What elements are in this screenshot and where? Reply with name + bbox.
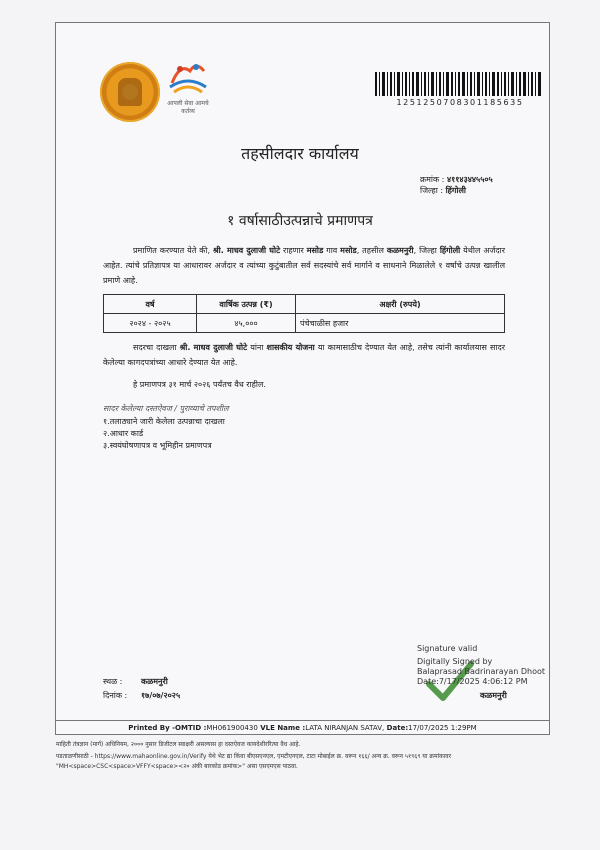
barcode-number: 1251250708301185635 [396, 98, 524, 107]
vle-name-label: VLE Name : [257, 724, 306, 732]
income-table [103, 294, 505, 333]
para1-text: येथील अर्जदार आहेत. त्यांचे प्रतिज्ञापत्र या आधारावर अर्जदार व त्यांच्या कुटुंबातील सर्व सदस्यांचे सर्व मार्गाने व साधनाने मिळालेले १ वर्षाचे उत्पन्न खालील प्रमाणे आहे. [103, 246, 505, 285]
place-value: कळमनुरी [141, 677, 168, 686]
footer-legal-note: माहिती तंत्रज्ञान (मार्ग) अधिनियम, २००० नुसार डिजीटल स्वाक्षरी असल्यास हा दस्तऐवज कायदेशीररित्या वैध आहे. [56, 741, 301, 748]
table-cell-year: २०२४ - २०२५ [104, 314, 197, 333]
kramank-label: क्रमांक : [420, 175, 445, 184]
signature-signed-by: Digitally Signed by [417, 657, 493, 666]
office-title: तहसीलदार कार्यालय [241, 144, 359, 163]
vle-name-value: LATA NIRANJAN SATAV, [305, 724, 385, 732]
date-label: दिनांक : [103, 691, 128, 700]
certificate-border [55, 22, 550, 735]
village-name: मसोड [340, 246, 357, 255]
para1-text: राहणार [280, 246, 307, 255]
logo-tagline: आपली सेवा आमचे कर्तव्य [167, 100, 209, 115]
printed-by-bar [55, 720, 550, 735]
table-header-row [104, 295, 505, 314]
district-line [420, 185, 466, 196]
list-item: २.आधार कार्ड [103, 429, 144, 438]
district-name: हिंगोली [439, 246, 461, 255]
column-header-year: वर्ष [104, 295, 197, 314]
aaple-sarkar-logo-icon [166, 57, 210, 97]
taluka-name: कळमनुरी [386, 246, 414, 255]
print-date-label: Date: [384, 724, 409, 732]
signature-signer-name: Balaprasad Badrinarayan Dhoot [417, 667, 546, 676]
list-item: ३.स्वयंघोषणापत्र व भूमिहीन प्रमाणपत्र [103, 441, 212, 450]
certificate-number [420, 174, 493, 185]
footer-sms-note: "MH<space>CSC<space>VFFY<space><२० अंकी बारकोड क्रमांक>" असा एसएमएस पाठवा. [56, 763, 298, 770]
applicant-name: श्री. माधव दुलाजी घोटे [179, 343, 248, 352]
zilha-label: जिल्हा : [420, 186, 444, 195]
applicant-name: श्री. माधव दुलाजी घोटे [213, 246, 281, 255]
footer-verify-note: पडताळणीसाठी - https://www.mahaonline.gov.in/Verify येथे भेट द्या किंवा बीएसएनएल, एमटीएनएल, टाटा मोबाईल क्र. वरून १६६/ अन्य क्र. वरून ५१९६९ या क्रमांकावर [56, 753, 452, 760]
signature-place: कळमनुरी [480, 691, 507, 700]
printed-by-label: Printed By -OMTID : [128, 724, 207, 732]
para2-text: सदरचा दाखला [133, 343, 180, 352]
table-cell-words: पंचेचाळीस हजार [296, 314, 505, 333]
signature-date: Date:7/17/2025 4:06:12 PM [417, 677, 528, 686]
village-name: मसोड [306, 246, 324, 255]
zilha-value: हिंगोली [445, 186, 466, 195]
para1-text: गाव [323, 246, 341, 255]
table-row [104, 314, 505, 333]
certificate-paragraph-2 [103, 340, 505, 370]
para1-text: , तहसील [356, 246, 387, 255]
list-item: १.तलाठ्याने जारी केलेला उत्पन्नाचा दाखला [103, 417, 225, 426]
print-date-value: 17/07/2025 1:29PM [408, 724, 477, 732]
signature-valid-label: Signature valid [417, 644, 478, 653]
barcode-icon [375, 72, 543, 96]
date-value: १७/०७/२०२५ [141, 691, 181, 700]
para1-text: , जिल्हा [413, 246, 440, 255]
para2-text: यांना [247, 343, 267, 352]
para2-text: या कामासाठीच देण्यात येत आहे, तसेच त्यांनी कार्यालयास सादर केलेल्या कागदपत्रांच्या आधारे देण्यात येत आहे. [103, 343, 505, 367]
kramank-value: ४११४३४४५५०५ [446, 175, 493, 184]
column-header-words: अक्षरी (रुपये) [296, 295, 505, 314]
validity-note: हे प्रमाणपत्र ३१ मार्च २०२६ पर्यंतच वैध राहील. [133, 380, 266, 389]
documents-heading: सादर केलेल्या दस्तऐवज / पुराव्याचे तपशील [103, 404, 229, 413]
scheme-name: शासकीय योजना [266, 343, 315, 352]
omtid-value: MH061900430 [206, 724, 258, 732]
para1-text: प्रमाणित करण्यात येते की, [133, 246, 214, 255]
certificate-title: १ वर्षासाठीउत्पन्नाचे प्रमाणपत्र [227, 213, 373, 229]
emblem-center-icon [118, 78, 142, 106]
table-cell-income: ४५,००० [197, 314, 296, 333]
place-label: स्थळ : [103, 677, 123, 686]
certificate-paragraph-1 [103, 243, 505, 288]
column-header-income: वार्षिक उत्पन्न (₹) [197, 295, 296, 314]
